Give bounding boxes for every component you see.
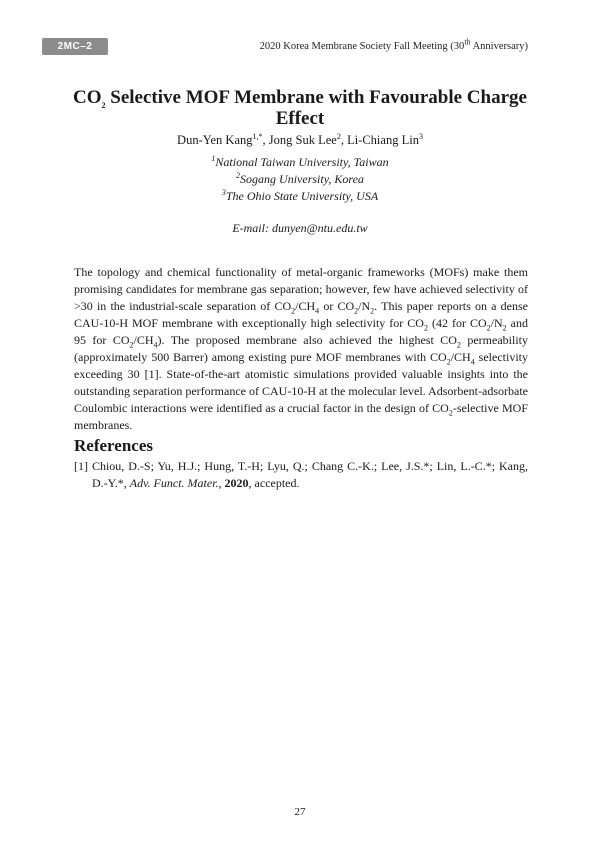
reference-item — [74, 458, 528, 492]
abstract-text: selectivity exceeding 30 [1]. State-of-the-art atomistic simulations provided valuable insights into the outstanding separation performance of CAU-10-H at the molecular level. Adsorbent-adsorbate Coulombic interactions were identified as a crucial factor in the design of CO — [74, 350, 528, 415]
session-code-badge: 2MC–2 — [42, 38, 108, 55]
title-sub: 2 — [101, 100, 106, 110]
subscript: 2 — [446, 357, 451, 367]
abstract-text: /CH — [295, 299, 316, 313]
reference-year: 2020 — [224, 476, 249, 490]
affiliation-3-num: 3 — [221, 188, 226, 197]
affiliation-2-num: 2 — [236, 171, 241, 180]
subscript: 2 — [423, 323, 428, 333]
affiliation-3-text: The Ohio State University, USA — [225, 189, 379, 203]
conference-name-end: Anniversary) — [470, 41, 528, 52]
subscript: 4 — [470, 357, 475, 367]
conference-sup: th — [464, 37, 471, 47]
title-line1: Selective MOF Membrane with Favourable Charge — [105, 87, 527, 108]
paper-title — [60, 87, 540, 129]
conference-header — [259, 37, 528, 52]
author-3-sup: 3 — [418, 131, 423, 141]
author-1: Dun-Yen Kang — [177, 133, 253, 147]
affiliation-1-text: National Taiwan University, Taiwan — [215, 155, 389, 169]
abstract-text: ). The proposed membrane also achieved the highest CO — [157, 333, 457, 347]
references-heading: References — [74, 436, 153, 455]
subscript: 4 — [153, 340, 158, 350]
author-3: , Li-Chiang Lin — [340, 133, 419, 147]
subscript: 2 — [448, 408, 453, 418]
author-2-sup: 2 — [336, 131, 341, 141]
subscript: 2 — [370, 306, 375, 316]
affiliation-1 — [60, 155, 540, 170]
affiliation-3 — [60, 189, 540, 204]
affiliation-1-num: 1 — [211, 154, 216, 163]
abstract-text: or CO — [319, 299, 355, 313]
abstract-text: (42 for CO — [427, 316, 487, 330]
abstract-body — [74, 264, 528, 434]
affiliation-2 — [60, 172, 540, 187]
abstract-text: and 95 for CO — [74, 316, 529, 347]
title-line2: Effect — [275, 108, 325, 129]
abstract-text: /N — [358, 299, 371, 313]
conference-name: 2020 Korea Membrane Society Fall Meeting (30 — [259, 41, 465, 52]
affiliation-2-text: Sogang University, Korea — [240, 172, 364, 186]
reference-sep: , — [218, 476, 225, 490]
abstract-text: /N — [490, 316, 503, 330]
author-1-sup: 1,* — [252, 131, 263, 141]
author-2: , Jong Suk Lee — [262, 133, 337, 147]
abstract-text: The topology and chemical functionality of metal-organic frameworks (MOFs) make them promising candidates for membrane gas separation; however, few have achieved selectivity of >30 in the industrial-scale separation of CO — [74, 265, 528, 313]
page-number: 27 — [294, 806, 306, 818]
contact-email: E-mail: dunyen@ntu.edu.tw — [232, 221, 368, 235]
abstract-text: permeability (approximately 500 Barrer) among existing pure MOF membranes with CO — [74, 333, 528, 364]
subscript: 4 — [315, 306, 320, 316]
subscript: 2 — [456, 340, 461, 350]
subscript: 2 — [354, 306, 359, 316]
reference-status: , accepted. — [248, 476, 300, 490]
title-co: CO — [73, 87, 102, 108]
subscript: 2 — [129, 340, 134, 350]
abstract-text: /CH — [133, 333, 154, 347]
abstract-text: /CH — [450, 350, 471, 364]
reference-authors: [1] Chiou, D.-S; Yu, H.J.; Hung, T.-H; Lyu, Q.; Chang C.-K.; Lee, J.S.*; Lin, L.-C.*; Kang, D.-Y.*, — [74, 459, 528, 490]
author-list — [60, 133, 540, 148]
subscript: 2 — [486, 323, 491, 333]
reference-journal: Adv. Funct. Mater. — [129, 476, 219, 490]
subscript: 2 — [291, 306, 296, 316]
abstract-text: -selective MOF membranes. — [74, 401, 529, 432]
subscript: 2 — [502, 323, 507, 333]
abstract-text: . This paper reports on a dense CAU-10-H MOF membrane with exceptionally high selectivity for CO — [74, 299, 528, 330]
